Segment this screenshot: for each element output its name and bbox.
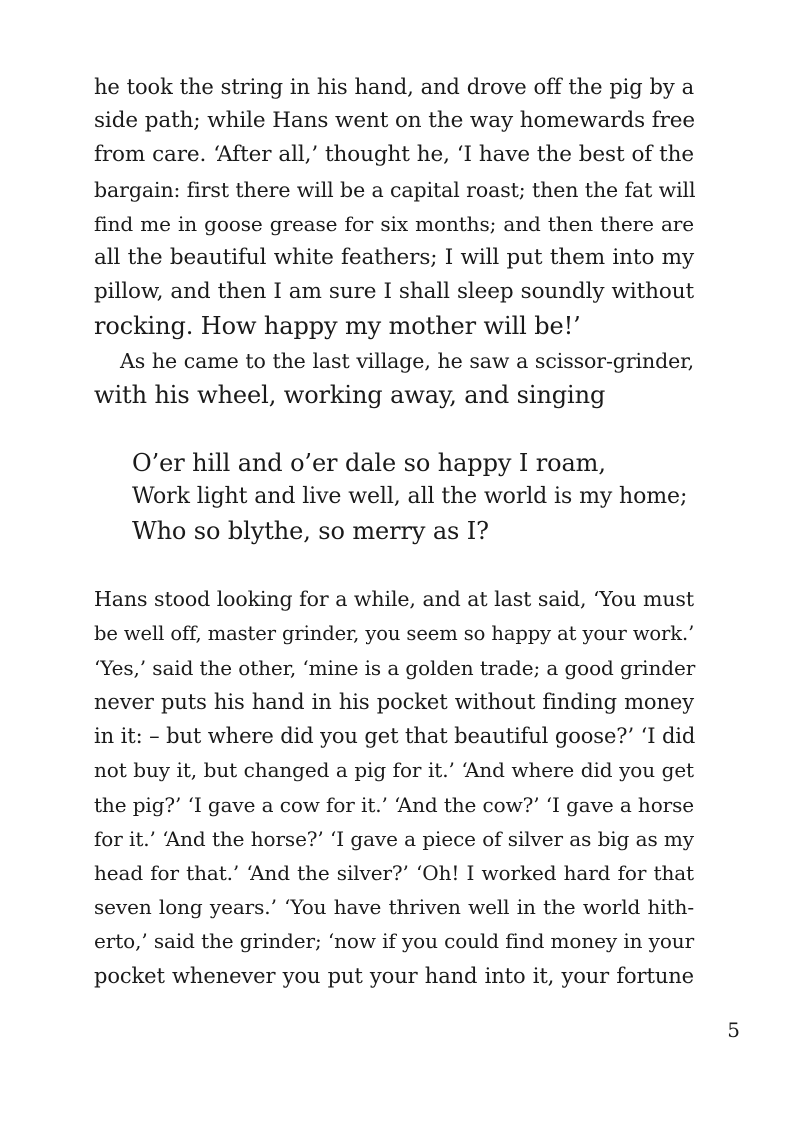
text-line: rocking. How happy my mother will be!’ xyxy=(94,312,581,341)
text-line: ‘Yes,’ said the other, ‘mine is a golden trade; a good grinder xyxy=(94,655,696,680)
text-line: erto,’ said the grinder; ‘now if you could find money in your xyxy=(94,929,695,954)
text-line: in it: – but where did you get that beautiful goose?’ ‘I did xyxy=(94,724,696,749)
verse-spacer-bottom xyxy=(94,548,694,582)
text-line: he took the string in his hand, and drove off the pig by a xyxy=(94,75,694,99)
verse-line: O’er hill and o’er dale so happy I roam, xyxy=(132,448,606,477)
text-line: As he came to the last village, he saw a scissor-grinder, xyxy=(120,348,694,373)
paragraph-2 xyxy=(94,344,694,412)
text-line: all the beautiful white feathers; I will put them into my xyxy=(94,244,694,270)
text-line: bargain: first there will be a capital roast; then the fat will xyxy=(94,177,696,202)
verse-line: Who so blythe, so merry as I? xyxy=(132,517,489,546)
text-line: head for that.’ ‘And the silver?’ ‘Oh! I worked hard for that xyxy=(94,860,694,885)
text-line: Hans stood looking for a while, and at last said, ‘You must xyxy=(94,587,694,612)
text-line: be well off, master grinder, you seem so happy at your work.’ xyxy=(94,621,695,645)
text-line: pocket whenever you put your hand into it, your fortune xyxy=(94,963,694,988)
text-line: pillow, and then I am sure I shall sleep soundly without xyxy=(94,279,694,305)
page-body xyxy=(94,70,694,993)
text-line: the pig?’ ‘I gave a cow for it.’ ‘And the cow?’ ‘I gave a horse xyxy=(94,792,694,817)
page-number: 5 xyxy=(727,1018,740,1042)
paragraph-3 xyxy=(94,582,694,992)
text-line: side path; while Hans went on the way homewards free xyxy=(94,108,696,134)
song-verse xyxy=(94,446,694,549)
verse-spacer-top xyxy=(94,412,694,446)
verse-line: Work light and live well, all the world is my home; xyxy=(132,484,688,510)
text-line: not buy it, but changed a pig for it.’ ‘And where did you get xyxy=(94,758,694,783)
text-line: seven long years.’ ‘You have thriven well in the world hith- xyxy=(94,895,694,920)
text-line: find me in goose grease for six months; and then there are xyxy=(94,211,694,236)
text-line: never puts his hand in his pocket without finding money xyxy=(94,690,694,714)
paragraph-1 xyxy=(94,70,694,344)
text-line: from care. ‘After all,’ thought he, ‘I have the best of the xyxy=(94,142,694,168)
text-line: for it.’ ‘And the horse?’ ‘I gave a piece of silver as big as my xyxy=(94,826,694,851)
text-line: with his wheel, working away, and singing xyxy=(94,380,606,409)
